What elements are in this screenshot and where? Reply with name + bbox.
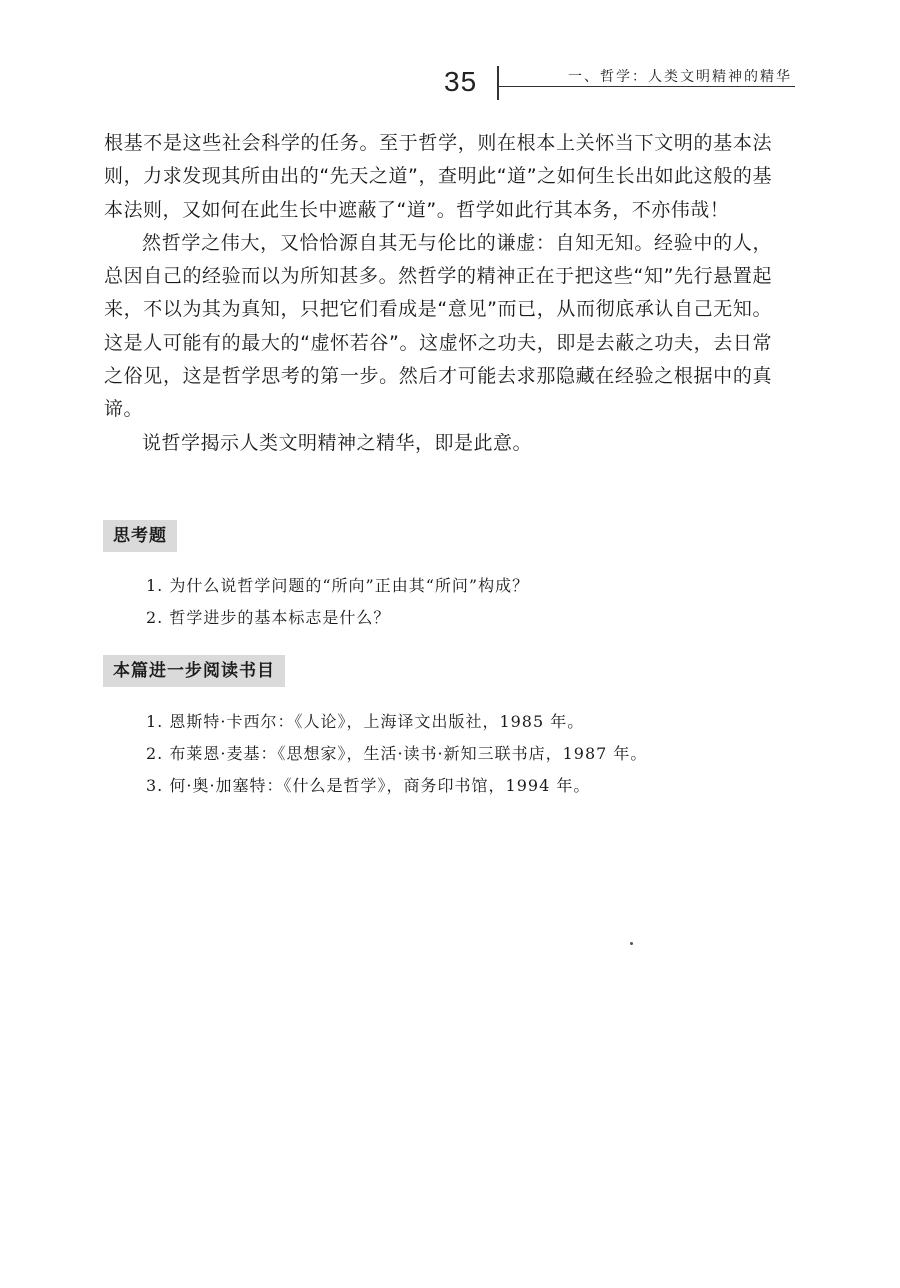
reading-item: 2. 布莱恩·麦基：《思想家》，生活·读书·新知三联书店，1987 年。 — [146, 744, 648, 763]
question-item: 1. 为什么说哲学问题的“所向”正由其“所问”构成？ — [146, 576, 530, 595]
questions-heading: 思考题 — [103, 520, 177, 552]
question-item: 2. 哲学进步的基本标志是什么？ — [146, 608, 391, 627]
paragraph-continuation: 根基不是这些社会科学的任务。至于哲学，则在根本上关怀当下文明的基本法则，力求发现其所由出的“先天之道”，查明此“道”之如何生长出如此这般的基本法则，又如何在此生长中遮蔽了“道”。哲学如此行其本务，不亦伟哉！ — [104, 132, 772, 221]
paragraph-humility: 然哲学之伟大，又恰恰源自其无与伦比的谦虚：自知无知。经验中的人，总因自己的经验而以为所知甚多。然哲学的精神正在于把这些“知”先行悬置起来，不以为其为真知，只把它们看成是“意见”而已，从而彻底承认自己无知。这是人可能有的最大的“虚怀若谷”。这虚怀之功夫，即是去蔽之功夫，去日常之俗见，这是哲学思考的第一步。然后才可能去求那隐藏在经验之根据中的真谛。 — [104, 231, 772, 421]
paragraph-conclusion: 说哲学揭示人类文明精神之精华，即是此意。 — [142, 431, 533, 454]
header-vertical-rule — [497, 66, 499, 100]
reading-item: 1. 恩斯特·卡西尔：《人论》，上海译文出版社，1985 年。 — [146, 712, 585, 731]
page-number: 35 — [444, 66, 478, 97]
further-reading-heading: 本篇进一步阅读书目 — [103, 655, 285, 687]
body-text — [104, 127, 772, 460]
stray-ink-dot — [630, 942, 633, 945]
reading-item: 3. 何·奥·加塞特：《什么是哲学》，商务印书馆，1994 年。 — [146, 776, 591, 795]
header-horizontal-rule — [499, 86, 795, 87]
questions-list — [146, 570, 529, 634]
further-reading-list — [146, 706, 647, 802]
running-title: 一、哲学：人类文明精神的精华 — [568, 69, 792, 85]
